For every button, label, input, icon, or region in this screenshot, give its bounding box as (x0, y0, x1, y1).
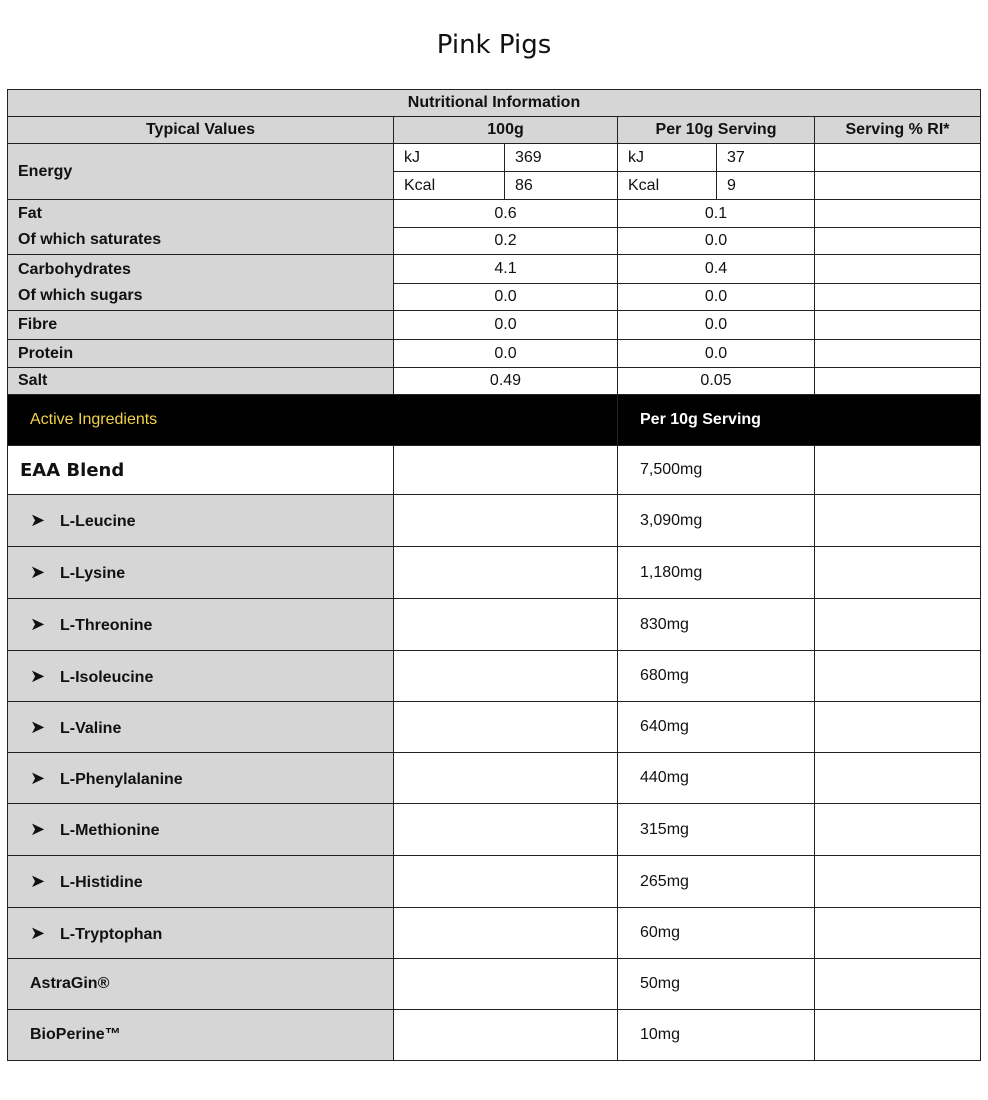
extra-name: BioPerine™ (8, 1010, 394, 1061)
active-ingredients-header (8, 395, 981, 446)
carbs-ri (815, 255, 981, 284)
energy-kj-ri (815, 144, 981, 172)
table-row (8, 651, 981, 702)
ingredient-amount: 640mg (618, 702, 815, 753)
table-row (8, 1010, 981, 1061)
extra-empty (394, 959, 618, 1010)
arrow-icon: ➤ (30, 871, 46, 891)
salt-100: 0.49 (394, 368, 618, 395)
saturates-label: Of which saturates (18, 231, 162, 248)
energy-kj-label: kJ (394, 144, 505, 172)
table-row (8, 908, 981, 959)
nutritional-header: Nutritional Information (8, 90, 981, 117)
col-per-serving: Per 10g Serving (618, 117, 815, 144)
ingredient-name: L-Isoleucine (60, 668, 154, 686)
ingredient-empty (394, 753, 618, 804)
fat-ri (815, 200, 981, 228)
eaa-blend-ri (815, 446, 981, 495)
eaa-blend-empty (394, 446, 618, 495)
fibre-label: Fibre (8, 311, 394, 340)
salt-row (8, 368, 981, 395)
salt-label: Salt (8, 368, 394, 395)
active-ingredients-label: Active Ingredients (8, 395, 618, 446)
ingredient-amount: 680mg (618, 651, 815, 702)
carbs-label: Carbohydrates (18, 260, 131, 278)
energy-kcal-label-serv: Kcal (618, 172, 717, 200)
energy-kcal-ri (815, 172, 981, 200)
ingredient-name: L-Phenylalanine (60, 770, 183, 788)
ingredient-name: L-Leucine (60, 513, 136, 530)
column-header-row (8, 117, 981, 144)
saturates-serv: 0.0 (618, 228, 815, 255)
ingredient-name-cell (8, 599, 394, 651)
saturates-ri (815, 228, 981, 255)
ingredient-ri (815, 753, 981, 804)
energy-kcal-serv: 9 (717, 172, 815, 200)
arrow-icon: ➤ (30, 614, 46, 634)
extra-name: AstraGin® (8, 959, 394, 1010)
fibre-row (8, 311, 981, 340)
table-header-row (8, 90, 981, 117)
saturates-100: 0.2 (394, 228, 618, 255)
ingredient-name-cell (8, 804, 394, 856)
protein-100: 0.0 (394, 340, 618, 368)
ingredient-name-cell (8, 547, 394, 599)
col-typical-values: Typical Values (8, 117, 394, 144)
ingredient-ri (815, 599, 981, 651)
carbs-serv: 0.4 (618, 255, 815, 284)
ingredient-name-cell (8, 702, 394, 753)
arrow-icon: ➤ (30, 665, 46, 686)
energy-kj-row (8, 144, 981, 172)
ingredient-name-cell (8, 753, 394, 804)
sugars-100: 0.0 (394, 284, 618, 311)
fat-100: 0.6 (394, 200, 618, 228)
protein-label: Protein (8, 340, 394, 368)
col-serving-ri: Serving % RI* (815, 117, 981, 144)
ingredient-ri (815, 908, 981, 959)
ingredient-ri (815, 651, 981, 702)
fibre-serv: 0.0 (618, 311, 815, 340)
ingredient-empty (394, 651, 618, 702)
ingredient-amount: 3,090mg (618, 495, 815, 547)
fat-label: Fat (18, 205, 42, 222)
protein-row (8, 340, 981, 368)
fibre-ri (815, 311, 981, 340)
fibre-100: 0.0 (394, 311, 618, 340)
ingredient-name: L-Threonine (60, 617, 153, 634)
ingredient-name: L-Histidine (60, 874, 143, 891)
nutrition-table (7, 89, 981, 1061)
energy-kj-serv: 37 (717, 144, 815, 172)
ingredient-name: L-Methionine (60, 822, 160, 839)
ingredient-empty (394, 908, 618, 959)
arrow-icon: ➤ (30, 562, 46, 582)
protein-serv: 0.0 (618, 340, 815, 368)
salt-ri (815, 368, 981, 395)
carbs-row (8, 255, 981, 284)
eaa-blend-label: EAA Blend (8, 446, 394, 495)
sugars-ri (815, 284, 981, 311)
ingredient-ri (815, 547, 981, 599)
extra-ri (815, 1010, 981, 1061)
page-title: Pink Pigs (436, 30, 552, 60)
ingredient-empty (394, 856, 618, 908)
table-row (8, 547, 981, 599)
eaa-blend-amount: 7,500mg (618, 446, 815, 495)
energy-label: Energy (8, 144, 394, 200)
ingredient-empty (394, 495, 618, 547)
arrow-icon: ➤ (30, 767, 46, 788)
ingredient-name: L-Lysine (60, 565, 126, 582)
salt-serv: 0.05 (618, 368, 815, 395)
carbs-label-cell (8, 255, 394, 311)
ingredient-ri (815, 495, 981, 547)
ingredient-ri (815, 702, 981, 753)
ingredient-name-cell (8, 908, 394, 959)
ingredient-ri (815, 856, 981, 908)
table-row (8, 753, 981, 804)
ingredient-name-cell (8, 495, 394, 547)
ingredient-amount: 265mg (618, 856, 815, 908)
ingredient-empty (394, 547, 618, 599)
protein-ri (815, 340, 981, 368)
fat-label-cell (8, 200, 394, 255)
ingredient-amount: 315mg (618, 804, 815, 856)
active-serving-label: Per 10g Serving (618, 395, 981, 446)
extra-amount: 10mg (618, 1010, 815, 1061)
ingredient-amount: 60mg (618, 908, 815, 959)
energy-kcal-label: Kcal (394, 172, 505, 200)
arrow-icon: ➤ (30, 819, 46, 839)
table-row (8, 856, 981, 908)
energy-kj-label-serv: kJ (618, 144, 717, 172)
ingredient-name-cell (8, 651, 394, 702)
col-100g: 100g (394, 117, 618, 144)
arrow-icon: ➤ (30, 510, 46, 530)
ingredient-name-cell (8, 856, 394, 908)
arrow-icon: ➤ (30, 716, 46, 737)
energy-kj-100: 369 (505, 144, 618, 172)
ingredient-name: L-Tryptophan (60, 925, 163, 943)
ingredient-amount: 1,180mg (618, 547, 815, 599)
table-row (8, 702, 981, 753)
arrow-icon: ➤ (30, 922, 46, 943)
extra-ri (815, 959, 981, 1010)
ingredient-amount: 830mg (618, 599, 815, 651)
ingredient-empty (394, 804, 618, 856)
ingredient-empty (394, 599, 618, 651)
fat-row (8, 200, 981, 228)
fat-serv: 0.1 (618, 200, 815, 228)
ingredient-empty (394, 702, 618, 753)
eaa-blend-row (8, 446, 981, 495)
ingredient-ri (815, 804, 981, 856)
ingredient-name: L-Valine (60, 719, 122, 737)
ingredient-amount: 440mg (618, 753, 815, 804)
extra-empty (394, 1010, 618, 1061)
table-row (8, 599, 981, 651)
carbs-100: 4.1 (394, 255, 618, 284)
extra-amount: 50mg (618, 959, 815, 1010)
table-row (8, 495, 981, 547)
table-row (8, 959, 981, 1010)
sugars-label: Of which sugars (18, 286, 143, 304)
table-row (8, 804, 981, 856)
sugars-serv: 0.0 (618, 284, 815, 311)
energy-kcal-100: 86 (505, 172, 618, 200)
